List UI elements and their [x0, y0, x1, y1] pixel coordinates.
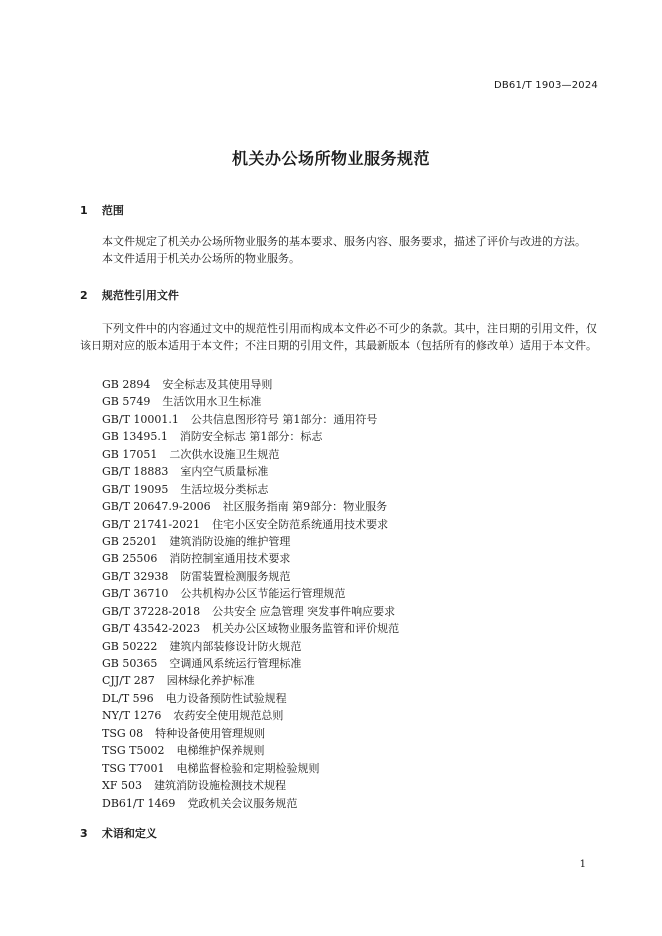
reference-title: 建筑消防设施的维护管理 — [169, 534, 291, 548]
reference-item — [102, 446, 399, 463]
reference-code: TSG T7001 — [102, 761, 165, 775]
section-3-heading — [80, 825, 157, 841]
reference-title: 二次供水设施卫生规范 — [169, 447, 280, 461]
standard-code: DB61/T 1903—2024 — [493, 80, 598, 91]
reference-title: 防雷装置检测服务规范 — [180, 569, 291, 583]
section-2-heading — [80, 287, 179, 303]
reference-code: GB/T 21741-2021 — [102, 517, 201, 531]
section-1-heading — [80, 202, 124, 218]
reference-title: 电梯监督检验和定期检验规则 — [176, 761, 320, 775]
reference-code: GB 13495.1 — [102, 430, 168, 444]
reference-title: 消防安全标志 第1部分：标志 — [179, 430, 323, 444]
reference-title: 电力设备预防性试验规程 — [165, 691, 287, 705]
reference-code: GB/T 37228-2018 — [102, 604, 201, 618]
reference-title: 建筑内部装修设计防火规范 — [169, 639, 302, 653]
normative-reference-list — [102, 376, 399, 812]
reference-item — [102, 376, 399, 393]
reference-code: TSG T5002 — [102, 744, 165, 758]
reference-title: 党政机关会议服务规范 — [187, 796, 298, 810]
reference-item — [102, 725, 399, 742]
section-number: 2 — [80, 289, 88, 302]
reference-item — [102, 620, 399, 637]
reference-title: 农药安全使用规范总则 — [173, 709, 284, 723]
reference-title: 社区服务指南 第9部分：物业服务 — [222, 500, 388, 514]
section-number: 3 — [80, 827, 88, 840]
reference-title: 生活垃圾分类标志 — [180, 482, 269, 496]
reference-item — [102, 568, 399, 585]
reference-code: GB/T 19095 — [102, 482, 169, 496]
reference-item — [102, 481, 399, 498]
reference-item — [102, 393, 399, 410]
reference-item — [102, 550, 399, 567]
reference-title: 机关办公区域物业服务监管和评价规范 — [212, 622, 400, 636]
section-number: 1 — [80, 204, 88, 217]
reference-item — [102, 428, 399, 445]
section-1-paragraph-1: 本文件规定了机关办公场所物业服务的基本要求、服务内容、服务要求，描述了评价与改进的方法。 — [102, 235, 586, 248]
reference-code: TSG 08 — [102, 726, 144, 740]
reference-title: 公共机构办公区节能运行管理规范 — [180, 587, 346, 601]
reference-code: GB 25201 — [102, 534, 158, 548]
reference-title: 公共信息图形符号 第1部分：通用符号 — [190, 412, 378, 426]
reference-code: GB/T 43542-2023 — [102, 622, 201, 636]
section-title: 规范性引用文件 — [101, 289, 179, 302]
reference-item — [102, 690, 399, 707]
reference-title: 特种设备使用管理规则 — [155, 726, 266, 740]
reference-item — [102, 795, 399, 812]
document-title: 机关办公场所物业服务规范 — [231, 149, 430, 168]
reference-item — [102, 672, 399, 689]
reference-title: 公共安全 应急管理 突发事件响应要求 — [212, 604, 396, 618]
reference-item — [102, 707, 399, 724]
section-title: 术语和定义 — [101, 827, 157, 840]
reference-title: 空调通风系统运行管理标准 — [169, 657, 302, 670]
section-1-paragraph-2: 本文件适用于机关办公场所的物业服务。 — [102, 252, 300, 265]
reference-item — [102, 655, 399, 672]
reference-item — [102, 638, 399, 655]
reference-title: 生活饮用水卫生标准 — [162, 395, 262, 409]
reference-code: GB/T 36710 — [102, 587, 169, 601]
reference-title: 住宅小区安全防范系统通用技术要求 — [212, 517, 389, 531]
reference-code: DL/T 596 — [102, 691, 154, 705]
reference-item — [102, 411, 399, 428]
section-2-paragraph-1: 下列文件中的内容通过文中的规范性引用而构成本文件必不可少的条款。其中，注日期的引用文件，仅该日期对应的版本适用于本文件；不注日期的引用文件，其最新版本（包括所有的修改单）适用于本文件。 — [80, 322, 597, 352]
reference-item — [102, 603, 399, 620]
reference-title: 消防控制室通用技术要求 — [169, 552, 291, 566]
reference-code: NY/T 1276 — [102, 709, 162, 723]
reference-item — [102, 742, 399, 759]
reference-code: GB/T 32938 — [102, 569, 169, 583]
reference-item — [102, 498, 399, 515]
reference-title: 建筑消防设施检测技术规程 — [153, 779, 286, 793]
reference-code: GB 17051 — [102, 447, 158, 461]
reference-item — [102, 533, 399, 550]
reference-item — [102, 760, 399, 777]
reference-code: XF 503 — [102, 779, 142, 793]
reference-code: GB 25506 — [102, 552, 158, 566]
reference-code: CJJ/T 287 — [102, 674, 155, 688]
reference-code: GB 5749 — [102, 395, 151, 409]
reference-title: 电梯维护保养规则 — [176, 744, 265, 758]
reference-title: 园林绿化养护标准 — [166, 674, 255, 688]
reference-title: 室内空气质量标准 — [180, 465, 269, 479]
reference-code: GB/T 20647.9-2006 — [102, 500, 211, 514]
reference-code: GB 50222 — [102, 639, 158, 653]
reference-item — [102, 463, 399, 480]
reference-code: DB61/T 1469 — [102, 796, 176, 810]
reference-title: 安全标志及其使用导则 — [162, 378, 273, 391]
reference-item — [102, 585, 399, 602]
reference-item — [102, 777, 399, 794]
page-number: 1 — [579, 859, 586, 870]
reference-item — [102, 516, 399, 533]
reference-code: GB/T 10001.1 — [102, 412, 179, 426]
reference-code: GB 50365 — [102, 657, 158, 670]
reference-code: GB/T 18883 — [102, 465, 169, 479]
section-title: 范围 — [101, 204, 124, 217]
reference-code: GB 2894 — [102, 378, 151, 391]
